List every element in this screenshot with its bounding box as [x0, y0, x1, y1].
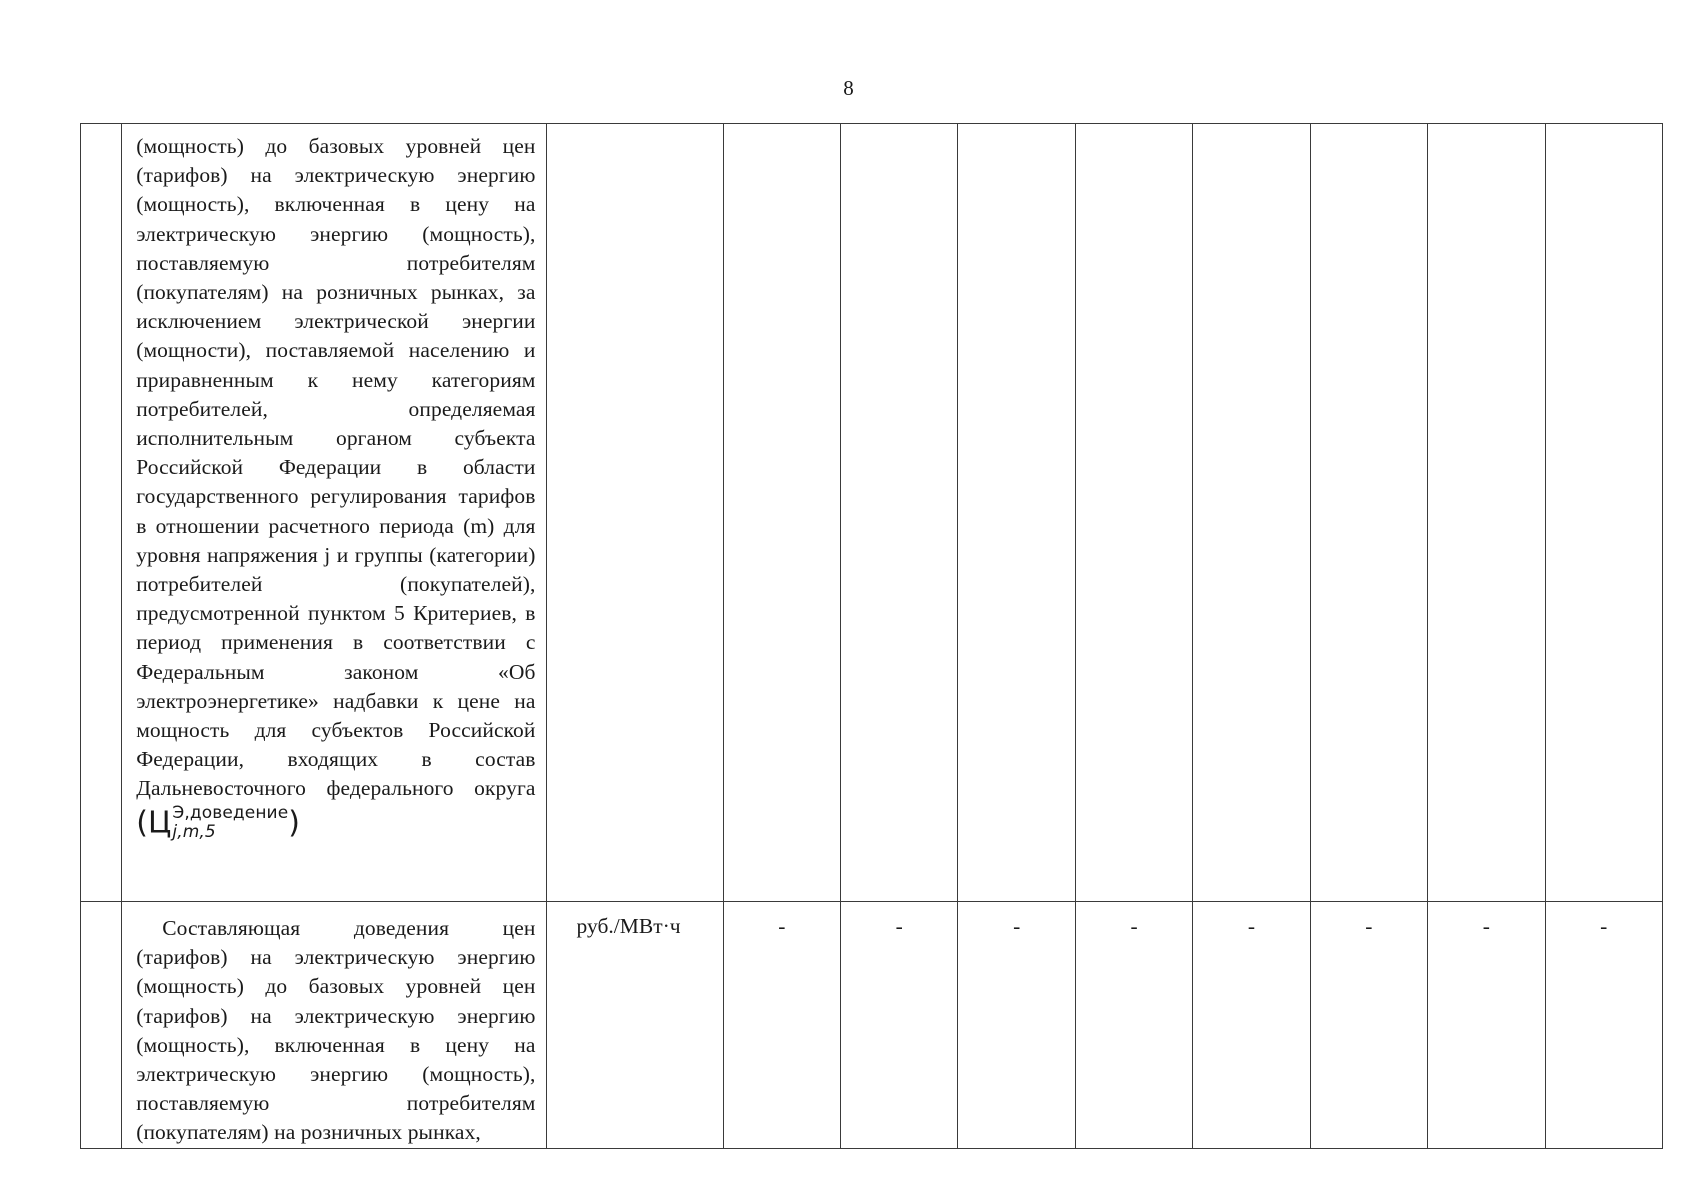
formula-subscript: j,m,5 — [172, 821, 216, 842]
formula-open-paren: ( — [136, 805, 148, 841]
value-dash: - — [1130, 914, 1138, 938]
tariff-table — [80, 123, 1663, 1149]
value-cell — [841, 902, 958, 1149]
value-dash: - — [1600, 914, 1608, 938]
value-dash: - — [1365, 914, 1373, 938]
value-cell — [1075, 902, 1192, 1149]
description-body: (мощность) до базовых уровней цен (тарифов) на электрическую энергию (мощность), включенная в цену на электрическую энергию (мощность), поставляемую потребителям (покупателям) на розничных рынках, за исключением электрической энергии (мощности), поставляемой населению и приравненным к нему категориям потребителей, определяемая исполнительным органом субъекта Российской Федерации в области государственного регулирования тарифов в отношении расчетного периода (m) для уровня напряжения j и группы (категории) потребителей (покупателей), предусмотренной пунктом 5 Критериев, в период применения в соответствии с Федеральным законом «Об электроэнергетике» надбавки к цене на мощность для субъектов Российской Федерации, входящих в состав Дальневосточного федерального округа — [136, 134, 536, 801]
page-number: 8 — [843, 76, 854, 100]
value-dash: - — [1482, 914, 1490, 938]
value-dash: - — [778, 914, 786, 938]
row-number-cell — [81, 902, 122, 1149]
value-cell — [1428, 902, 1545, 1149]
value-cell — [958, 902, 1075, 1149]
value-dash: - — [895, 914, 903, 938]
value-cell — [958, 124, 1075, 902]
value-cell — [723, 124, 840, 902]
value-cell — [1310, 902, 1427, 1149]
value-cell — [1193, 902, 1310, 1149]
price-formula — [136, 804, 300, 842]
description-text — [122, 124, 545, 842]
row-number-cell — [81, 124, 122, 902]
value-cell — [723, 902, 840, 1149]
value-cell — [1193, 124, 1310, 902]
value-cell — [1075, 124, 1192, 902]
unit-cell — [546, 902, 723, 1149]
value-cell — [1428, 124, 1545, 902]
description-cell — [122, 902, 546, 1149]
formula-close-paren: ) — [288, 805, 301, 841]
description-text: Составляющая доведения цен (тарифов) на электрическую энергию (мощность) до базовых уровней цен (тарифов) на электрическую энергию (мощность), включенная в цену на электрическую энергию (мощность), поставляемую потребителям (покупателям) на розничных рынках, — [136, 916, 536, 1145]
unit-cell — [546, 124, 723, 902]
value-dash: - — [1247, 914, 1256, 938]
table-row — [81, 902, 1663, 1149]
unit-label: руб./МВт·ч — [576, 914, 681, 938]
value-cell — [1545, 124, 1663, 902]
value-dash: - — [1013, 914, 1021, 938]
description-cell — [122, 124, 546, 902]
value-cell — [1545, 902, 1663, 1149]
formula-base: Ц — [148, 805, 172, 841]
table-row — [81, 124, 1663, 902]
value-cell — [841, 124, 958, 902]
value-cell — [1310, 124, 1427, 902]
formula-superscript: Э,доведение — [172, 802, 289, 823]
